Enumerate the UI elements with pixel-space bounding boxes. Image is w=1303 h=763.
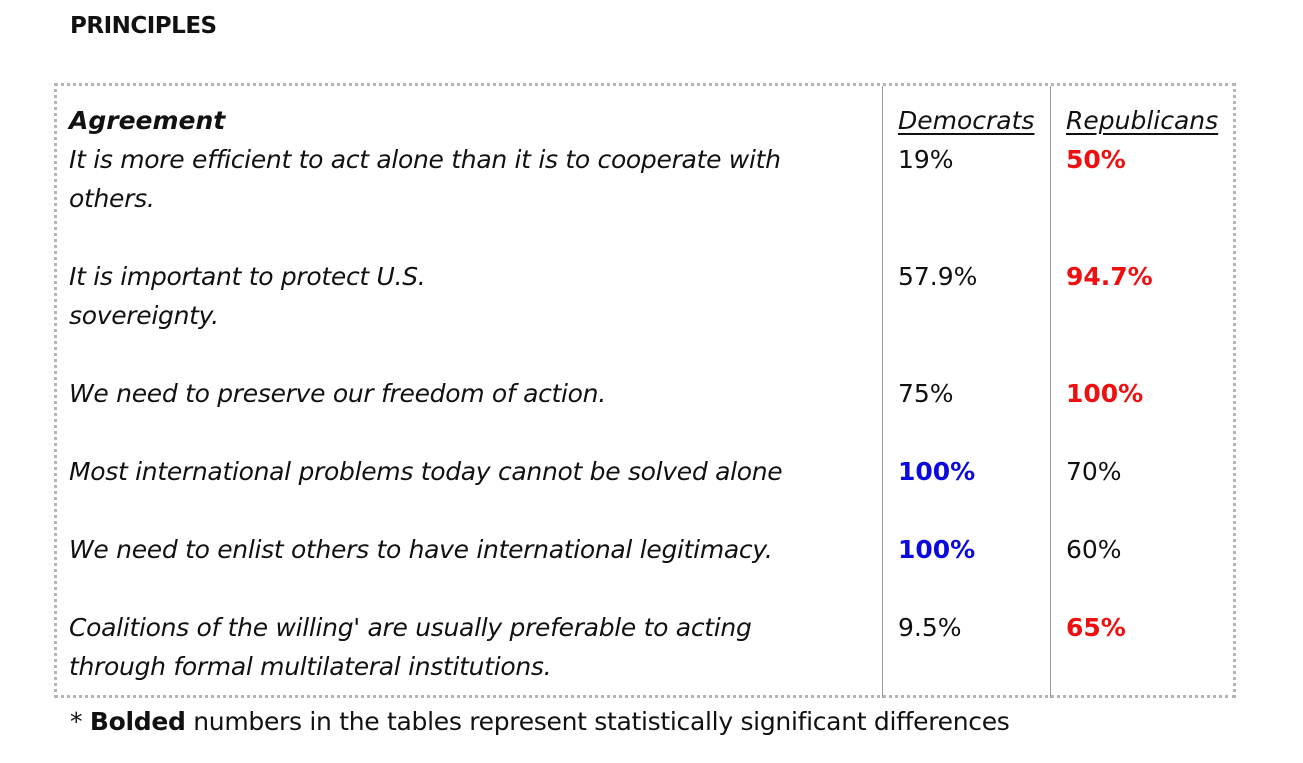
header-republicans: Republicans [1066, 106, 1219, 135]
row-4-democrats-value: 100% [898, 457, 976, 486]
footnote [70, 704, 1010, 740]
row-1-republicans-value: 50% [1066, 145, 1126, 174]
row-6-question-line-1: Coalitions of the willing' are usually preferable to acting [69, 613, 752, 642]
row-1-democrats-value: 19% [898, 145, 954, 174]
row-6-republicans-value: 65% [1066, 613, 1126, 642]
row-5-republicans-value: 60% [1066, 535, 1122, 564]
row-2-question-line-1: It is important to protect U.S. [69, 262, 426, 291]
header-democrats: Democrats [898, 106, 1035, 135]
row-1-question-line-1: It is more efficient to act alone than it is to cooperate with [69, 145, 781, 174]
footnote-prefix: * [70, 707, 90, 736]
footnote-text: numbers in the tables represent statistically significant differences [185, 707, 1010, 736]
header-agreement: Agreement [69, 106, 226, 135]
section-title: PRINCIPLES [70, 13, 217, 39]
row-2-question-line-2: sovereignty. [69, 301, 219, 330]
row-2-democrats-value: 57.9% [898, 262, 978, 291]
row-3-republicans-value: 100% [1066, 379, 1144, 408]
row-4-republicans-value: 70% [1066, 457, 1122, 486]
column-divider-democrats [882, 86, 883, 698]
row-5-question-line-1: We need to enlist others to have international legitimacy. [69, 535, 773, 564]
footnote-bold-word: Bolded [89, 707, 186, 736]
row-4-question-line-1: Most international problems today cannot be solved alone [69, 457, 783, 486]
column-divider-republicans [1050, 86, 1051, 698]
row-6-question-line-2: through formal multilateral institutions. [69, 652, 552, 681]
row-6-democrats-value: 9.5% [898, 613, 962, 642]
row-1-question-line-2: others. [69, 184, 155, 213]
row-3-democrats-value: 75% [898, 379, 954, 408]
row-2-republicans-value: 94.7% [1066, 262, 1153, 291]
row-3-question-line-1: We need to preserve our freedom of action. [69, 379, 606, 408]
row-5-democrats-value: 100% [898, 535, 976, 564]
